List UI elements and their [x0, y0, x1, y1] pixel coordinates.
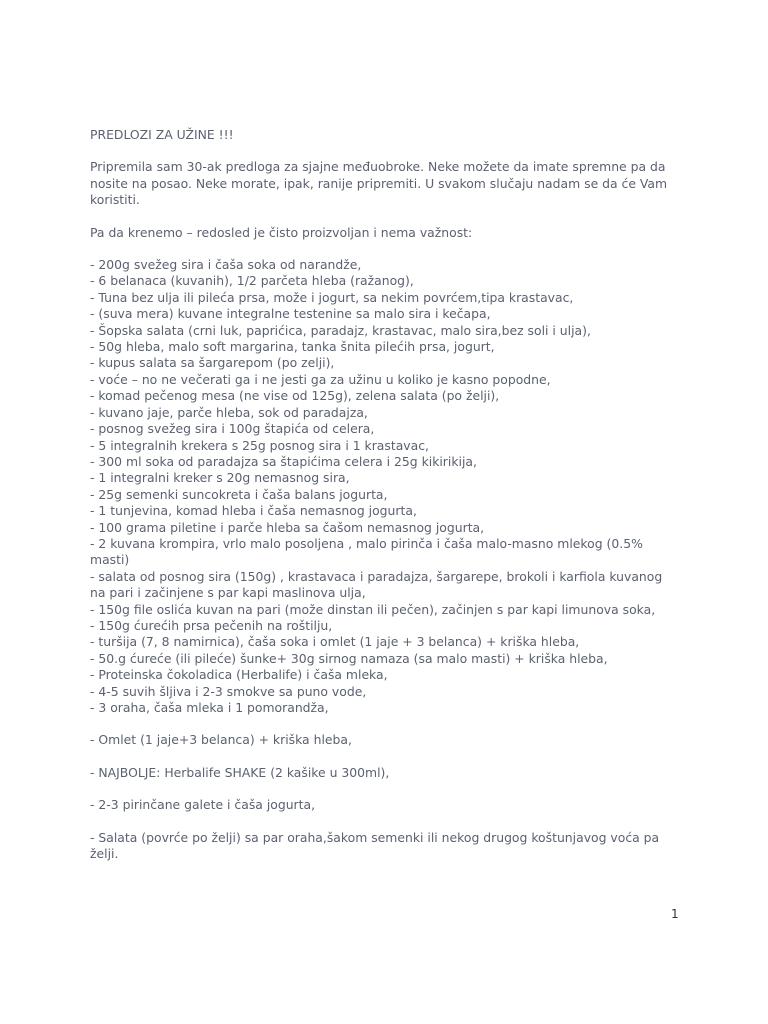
- list-item: - 4-5 suvih šljiva i 2-3 smokve sa puno vode,: [90, 683, 367, 699]
- page-number: 1: [671, 907, 679, 921]
- extra-item: - 2-3 pirinčane galete i čaša jogurta,: [90, 797, 316, 813]
- extra-item: - NAJBOLJE: Herbalife SHAKE (2 kašike u 300ml),: [90, 764, 390, 780]
- list-item: - posnog svežeg sira i 100g štapića od celera,: [90, 421, 375, 437]
- extra-item: - Omlet (1 jaje+3 belanca) + kriška hleba,: [90, 732, 352, 748]
- list-item: - 3 oraha, čaša mleka i 1 pomorandža,: [90, 700, 329, 715]
- list-item: - 200g svežeg sira i čaša soka od narandže,: [90, 257, 362, 273]
- list-item: - 150g file oslića kuvan na pari (može dinstan ili pečen), začinjen s par kapi limunova soka,: [90, 601, 656, 617]
- list-item: - salata od posnog sira (150g) , krastavaca i paradajza, šargarepe, brokoli i karfiola kuvanog na pari i začinjene s par kapi maslinova ulja,: [90, 568, 663, 601]
- list-item: - kupus salata sa šargarepom (po zelji),: [90, 355, 335, 371]
- lead-paragraph: Pa da krenemo – redosled je čisto proizvoljan i nema važnost:: [90, 224, 473, 240]
- intro-paragraph: Pripremila sam 30-ak predloga za sjajne međuobroke. Neke možete da imate spremne pa da nosite na posao. Neke morate, ipak, ranije pripremiti. U svakom slučaju nadam se da će Vam koristiti.: [90, 159, 668, 208]
- list-item: - 25g semenki suncokreta i čaša balans jogurta,: [90, 486, 388, 502]
- extra-item: - Salata (povrće po želji) sa par oraha,šakom semenki ili nekog drugog koštunjavog voća pa želji.: [90, 829, 660, 862]
- list-item: - (suva mera) kuvane integralne testenine sa malo sira i kečapa,: [90, 306, 491, 322]
- document-title: PREDLOZI ZA UŽINE !!!: [90, 127, 234, 142]
- list-item: - 2 kuvana krompira, vrlo malo posoljena , malo pirinča i čaša malo-masno mlekog (0.5% masti): [90, 535, 643, 568]
- list-item: - Tuna bez ulja ili pileća prsa, može i jogurt, sa nekim povrćem,tipa krastavac,: [90, 289, 574, 305]
- list-item: - Proteinska čokoladica (Herbalife) i čaša mleka,: [90, 667, 388, 683]
- list-item: - 6 belanaca (kuvanih), 1/2 parčeta hleba (ražanog),: [90, 273, 414, 289]
- list-item: - 1 tunjevina, komad hleba i čaša nemasnog jogurta,: [90, 503, 417, 519]
- list-item: - 300 ml soka od paradajza sa štapićima celera i 25g kikirikija,: [90, 453, 477, 469]
- list-item: - 1 integralni kreker s 20g nemasnog sira,: [90, 470, 350, 486]
- list-item: - kuvano jaje, parče hleba, sok od paradajza,: [90, 404, 368, 420]
- list-item: - 50.g ćureće (ili pileće) šunke+ 30g sirnog namaza (sa malo masti) + kriška hleba,: [90, 650, 608, 666]
- list-item: - 150g ćurećih prsa pečenih na roštilju,: [90, 617, 333, 633]
- snack-list: [90, 257, 670, 716]
- list-item: - 100 grama piletine i parče hleba sa čašom nemasnog jogurta,: [90, 519, 485, 535]
- list-item: - turšija (7, 8 namirnica), čaša soka i omlet (1 jaje + 3 belanca) + kriška hleba,: [90, 634, 580, 650]
- list-item: - voće – no ne večerati ga i ne jesti ga za užinu u koliko je kasno popodne,: [90, 371, 551, 387]
- list-item: - 5 integralnih krekera s 25g posnog sira i 1 krastavac,: [90, 437, 429, 453]
- list-item: - 50g hleba, malo soft margarina, tanka šnita pilećih prsa, jogurt,: [90, 339, 495, 355]
- list-item: - komad pečenog mesa (ne vise od 125g), zelena salata (po želji),: [90, 388, 500, 404]
- list-item: - Šopska salata (crni luk, paprićica, paradajz, krastavac, malo sira,bez soli i ulja),: [90, 322, 591, 338]
- document-body: [90, 127, 670, 878]
